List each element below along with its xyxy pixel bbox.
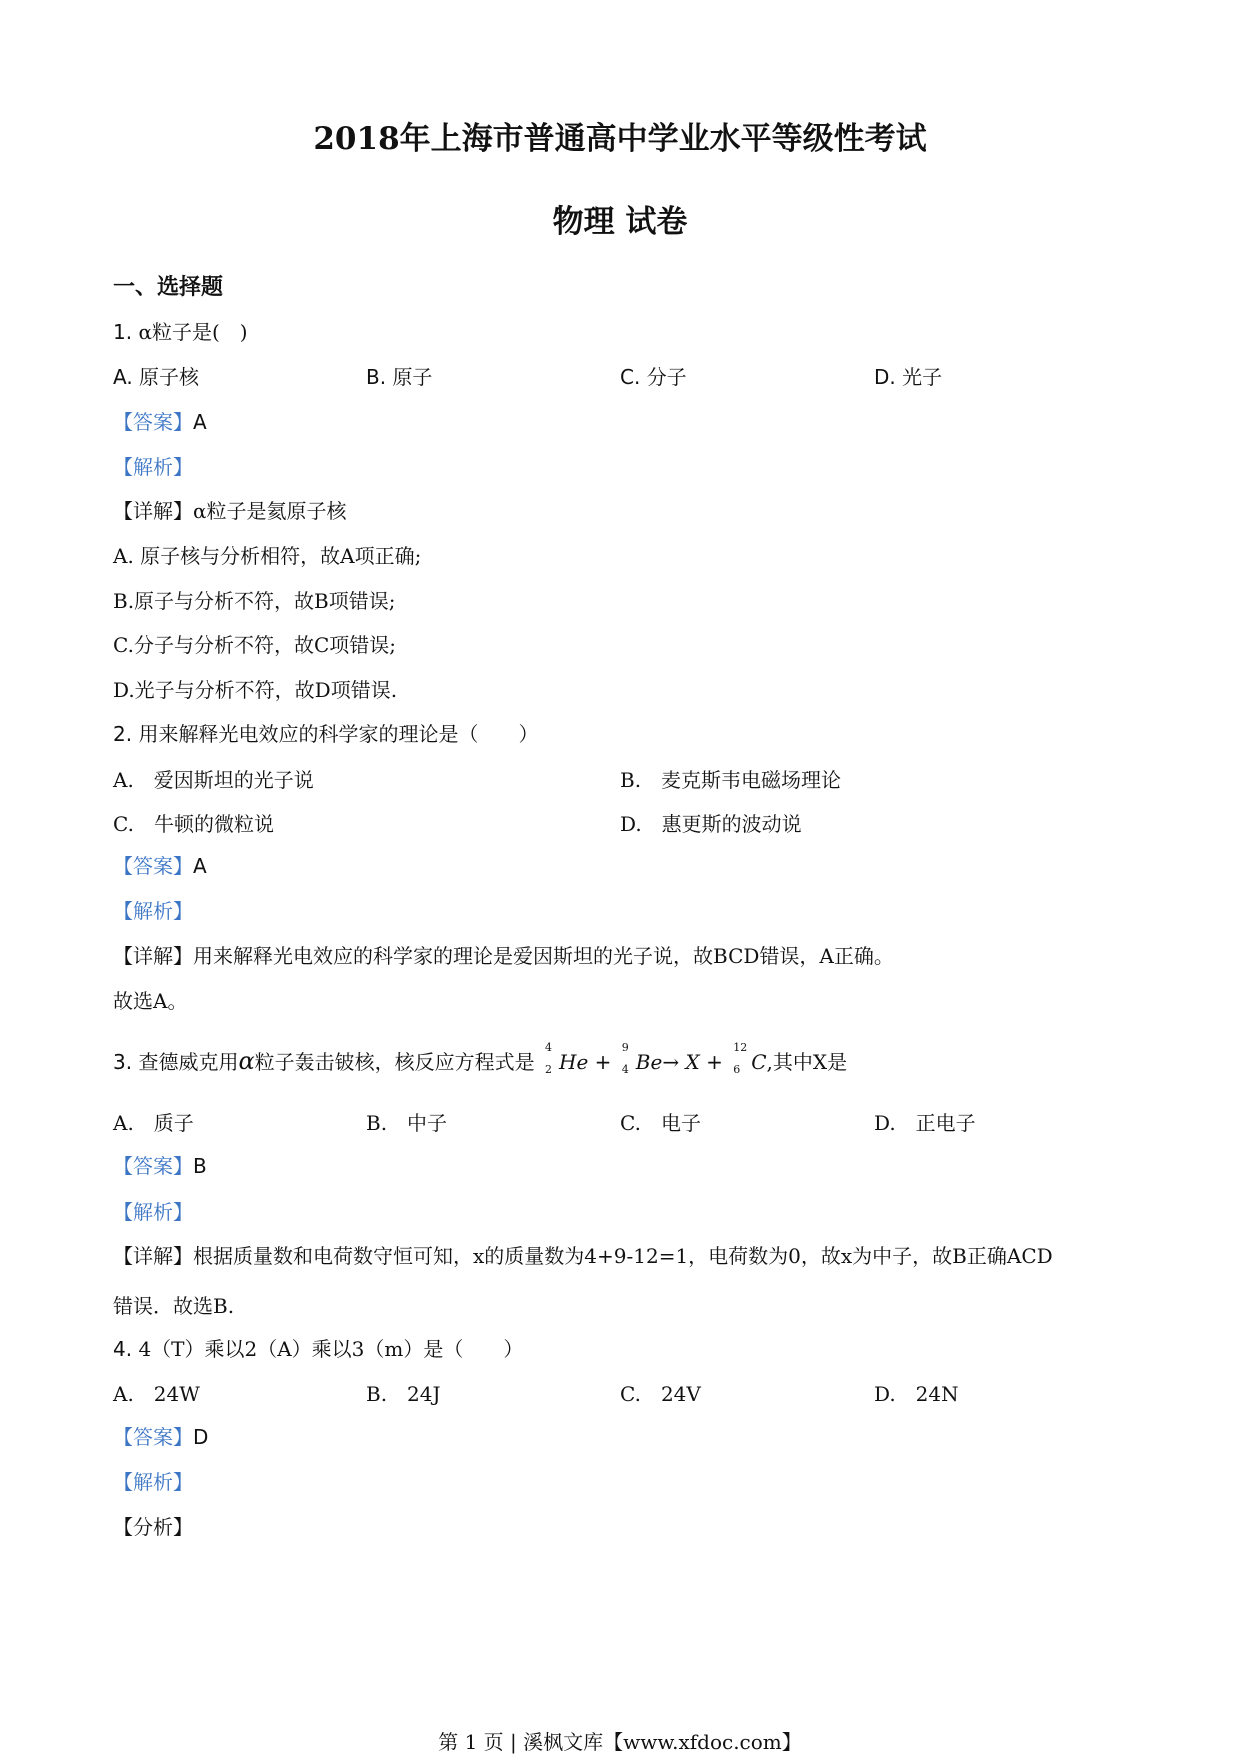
q3-answer-value: B	[193, 1154, 207, 1178]
q2-detail-text: 用来解释光电效应的科学家的理论是爱因斯坦的光子说，故BCD错误，A正确。	[193, 944, 894, 968]
q3-detail-text: 根据质量数和电荷数守恒可知，x的质量数为4+9-12=1，电荷数为0，故x为中子，故B正确ACD	[193, 1244, 1053, 1268]
q3-answer: 【答案】B	[113, 1154, 207, 1178]
q4-option-a: A. 24W	[113, 1382, 200, 1406]
page-footer: 第 1 页 | 溪枫文库【www.xfdoc.com】	[438, 1730, 802, 1754]
answer-label: 【答案】	[113, 410, 193, 434]
q3-option-b: B. 中子	[366, 1111, 448, 1135]
q3-option-a: A. 质子	[113, 1111, 194, 1135]
q3-option-c: C. 电子	[620, 1111, 701, 1135]
q4-analysis-label: 【解析】	[113, 1470, 193, 1494]
q1-answer-value: A	[193, 410, 207, 434]
q1-line-a: A. 原子核与分析相符，故A项正确;	[113, 544, 422, 568]
helium-nuclide: 4 2 He	[545, 1041, 589, 1076]
detail-label: 【详解】	[113, 499, 193, 523]
q2-option-d: D. 惠更斯的波动说	[620, 812, 802, 836]
q2-option-a: A. 爱因斯坦的光子说	[113, 768, 314, 792]
q1-line-c: C.分子与分析不符，故C项错误;	[113, 633, 396, 657]
arrow-icon: →	[662, 1050, 680, 1074]
carbon-nuclide: 12 6 C	[733, 1041, 767, 1076]
q4-stem	[113, 1333, 523, 1362]
q3-number: 3.	[113, 1050, 133, 1074]
q1-answer	[113, 406, 207, 435]
q1-detail-text: α粒子是氦原子核	[193, 499, 347, 523]
q2-answer: 【答案】A	[113, 854, 207, 878]
section-heading: 一、选择题	[113, 274, 224, 300]
q2-number: 2.	[113, 722, 133, 746]
q1-line-d: D.光子与分析不符，故D项错误.	[113, 678, 398, 702]
q2-answer-value: A	[193, 854, 207, 878]
q1-detail	[113, 495, 347, 524]
q1-line-b: B.原子与分析不符，故B项错误;	[113, 589, 396, 613]
page-subtitle: 物理 试卷	[552, 204, 688, 240]
q1-option-d: D. 光子	[874, 365, 943, 389]
q3-stem: 3. 查德威克用α粒子轰击铍核，核反应方程式是 4 2 He + 9 4 Be→ X + 12 6 C,其中X是	[113, 1041, 848, 1076]
q1-option-c: C. 分子	[620, 365, 687, 389]
q3-option-d: D. 正电子	[874, 1111, 976, 1135]
q2-analysis-label: 【解析】	[113, 899, 193, 923]
q1-stem-text: α粒子是( )	[138, 320, 248, 344]
q4-option-d: D. 24N	[874, 1382, 959, 1406]
q2-conclusion: 故选A。	[113, 989, 188, 1013]
q2-detail: 【详解】用来解释光电效应的科学家的理论是爱因斯坦的光子说，故BCD错误，A正确。	[113, 944, 894, 968]
q4-stem-text: 4（T）乘以2（A）乘以3（m）是（ ）	[138, 1337, 524, 1361]
q2-option-b: B. 麦克斯韦电磁场理论	[620, 768, 842, 792]
q4-answer-value: D	[193, 1425, 209, 1449]
q4-fenxi-label: 【分析】	[113, 1515, 193, 1539]
q1-option-b: B. 原子	[366, 365, 433, 389]
q4-answer: 【答案】D	[113, 1425, 209, 1449]
q2-option-c: C. 牛顿的微粒说	[113, 812, 274, 836]
q4-option-b: B. 24J	[366, 1382, 441, 1406]
q1-analysis-label: 【解析】	[113, 455, 193, 479]
q1-stem	[113, 316, 248, 345]
alpha-symbol: α	[238, 1047, 255, 1075]
q4-number: 4.	[113, 1337, 133, 1361]
page-title: 2018年上海市普通高中学业水平等级性考试	[313, 121, 927, 157]
q1-option-a: A. 原子核	[113, 365, 200, 389]
beryllium-nuclide: 9 4 Be	[621, 1041, 663, 1076]
q1-number: 1.	[113, 320, 133, 344]
q4-option-c: C. 24V	[620, 1382, 701, 1406]
q3-analysis-label: 【解析】	[113, 1200, 193, 1224]
q2-stem	[113, 718, 538, 747]
q3-detail-cont: 错误．故选B.	[113, 1294, 235, 1318]
q3-detail: 【详解】根据质量数和电荷数守恒可知，x的质量数为4+9-12=1，电荷数为0，故x为中子，故B正确ACD	[113, 1244, 1053, 1268]
q2-stem-text: 用来解释光电效应的科学家的理论是（ ）	[138, 722, 539, 746]
